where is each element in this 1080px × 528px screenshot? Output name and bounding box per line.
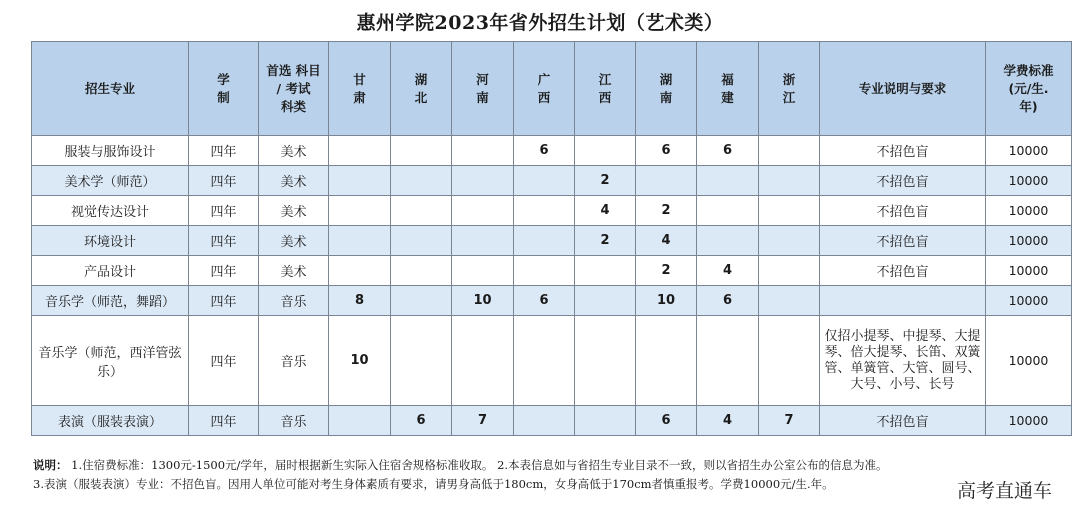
cell-hubei — [391, 226, 452, 256]
cell-jiangxi: 4 — [575, 196, 636, 226]
cell-zhejiang — [759, 316, 820, 406]
cell-henan: 7 — [452, 406, 514, 436]
cell-fee: 10000 — [986, 316, 1072, 406]
watermark: 高考直通车 — [956, 480, 1052, 502]
cell-jiangxi — [575, 316, 636, 406]
table-row — [32, 136, 1072, 166]
cell-hunan: 4 — [636, 226, 697, 256]
cell-subject: 美术 — [259, 136, 329, 166]
header-henan: 河南 — [452, 42, 514, 136]
cell-zhejiang: 7 — [759, 406, 820, 436]
cell-hunan: 6 — [636, 406, 697, 436]
cell-notes — [820, 286, 986, 316]
header-hubei: 湖北 — [391, 42, 452, 136]
cell-major: 环境设计 — [32, 226, 189, 256]
cell-hubei — [391, 286, 452, 316]
cell-zhejiang — [759, 226, 820, 256]
footnote-label: 说明： — [33, 458, 68, 472]
cell-guangxi: 6 — [514, 136, 575, 166]
header-hunan: 湖南 — [636, 42, 697, 136]
cell-gansu — [329, 166, 391, 196]
cell-duration: 四年 — [189, 196, 259, 226]
header-major: 招生专业 — [32, 42, 189, 136]
cell-fee: 10000 — [986, 226, 1072, 256]
cell-henan — [452, 256, 514, 286]
cell-subject: 美术 — [259, 226, 329, 256]
cell-hunan: 6 — [636, 136, 697, 166]
cell-henan — [452, 316, 514, 406]
cell-henan: 10 — [452, 286, 514, 316]
cell-hunan — [636, 316, 697, 406]
cell-major: 产品设计 — [32, 256, 189, 286]
cell-guangxi — [514, 256, 575, 286]
cell-duration: 四年 — [189, 316, 259, 406]
cell-hubei — [391, 166, 452, 196]
cell-duration: 四年 — [189, 136, 259, 166]
cell-major: 音乐学（师范，舞蹈） — [32, 286, 189, 316]
table-row — [32, 226, 1072, 256]
header-jiangxi: 江西 — [575, 42, 636, 136]
cell-zhejiang — [759, 166, 820, 196]
cell-hunan: 10 — [636, 286, 697, 316]
cell-zhejiang — [759, 136, 820, 166]
cell-fee: 10000 — [986, 196, 1072, 226]
cell-fujian: 4 — [697, 406, 759, 436]
footnote — [33, 456, 1053, 494]
cell-notes: 不招色盲 — [820, 196, 986, 226]
header-fee: 学费标准 (元/生. 年) — [986, 42, 1072, 136]
cell-subject: 音乐 — [259, 286, 329, 316]
cell-hubei — [391, 196, 452, 226]
cell-duration: 四年 — [189, 406, 259, 436]
cell-gansu: 10 — [329, 316, 391, 406]
cell-hubei — [391, 316, 452, 406]
cell-hubei — [391, 256, 452, 286]
cell-zhejiang — [759, 286, 820, 316]
cell-major: 美术学（师范） — [32, 166, 189, 196]
cell-subject: 音乐 — [259, 316, 329, 406]
cell-duration: 四年 — [189, 226, 259, 256]
cell-subject: 美术 — [259, 256, 329, 286]
cell-hunan: 2 — [636, 256, 697, 286]
header-gansu: 甘肃 — [329, 42, 391, 136]
header-duration: 学制 — [189, 42, 259, 136]
cell-major: 服装与服饰设计 — [32, 136, 189, 166]
cell-notes: 仅招小提琴、中提琴、大提琴、倍大提琴、长笛、双簧管、单簧管、大管、圆号、大号、小号、长号 — [820, 316, 986, 406]
cell-guangxi — [514, 166, 575, 196]
cell-hunan: 2 — [636, 196, 697, 226]
cell-fujian — [697, 166, 759, 196]
cell-subject: 音乐 — [259, 406, 329, 436]
cell-jiangxi: 2 — [575, 166, 636, 196]
cell-fujian — [697, 196, 759, 226]
cell-hubei: 6 — [391, 406, 452, 436]
table-row — [32, 196, 1072, 226]
table-row — [32, 256, 1072, 286]
cell-notes: 不招色盲 — [820, 136, 986, 166]
cell-subject: 美术 — [259, 196, 329, 226]
table-row — [32, 316, 1072, 406]
cell-jiangxi — [575, 286, 636, 316]
cell-fujian: 4 — [697, 256, 759, 286]
cell-subject: 美术 — [259, 166, 329, 196]
table-row — [32, 406, 1072, 436]
cell-guangxi: 6 — [514, 286, 575, 316]
header-zhejiang: 浙江 — [759, 42, 820, 136]
table-row — [32, 166, 1072, 196]
header-notes: 专业说明与要求 — [820, 42, 986, 136]
cell-henan — [452, 136, 514, 166]
cell-gansu — [329, 406, 391, 436]
cell-fee: 10000 — [986, 256, 1072, 286]
cell-duration: 四年 — [189, 256, 259, 286]
cell-fujian: 6 — [697, 136, 759, 166]
cell-duration: 四年 — [189, 166, 259, 196]
cell-notes: 不招色盲 — [820, 256, 986, 286]
cell-henan — [452, 226, 514, 256]
cell-notes: 不招色盲 — [820, 166, 986, 196]
cell-fujian — [697, 316, 759, 406]
cell-major: 音乐学（师范，西洋管弦乐） — [32, 316, 189, 406]
cell-fujian — [697, 226, 759, 256]
cell-fee: 10000 — [986, 286, 1072, 316]
cell-major: 表演（服装表演） — [32, 406, 189, 436]
cell-jiangxi: 2 — [575, 226, 636, 256]
cell-notes: 不招色盲 — [820, 406, 986, 436]
cell-guangxi — [514, 406, 575, 436]
footnote-line-2: 3.表演（服装表演）专业：不招色盲。因用人单位可能对考生身体素质有要求，请男身高低于180cm，女身高低于170cm者慎重报考。学费10000元/生.年。 — [33, 477, 834, 491]
cell-hubei — [391, 136, 452, 166]
cell-fujian: 6 — [697, 286, 759, 316]
footnote-line-1 — [33, 456, 1053, 475]
enrollment-plan-table — [31, 41, 1072, 436]
cell-gansu — [329, 226, 391, 256]
cell-jiangxi — [575, 256, 636, 286]
cell-guangxi — [514, 316, 575, 406]
header-subject: 首选 科目 / 考试 科类 — [259, 42, 329, 136]
cell-major: 视觉传达设计 — [32, 196, 189, 226]
table-header-row — [32, 42, 1072, 136]
table-row — [32, 286, 1072, 316]
footnote-text-1: 1.住宿费标准：1300元-1500元/学年，届时根据新生实际入住宿舍规格标准收取。 2.本表信息如与省招生专业目录不一致，则以省招生办公室公布的信息为准。 — [71, 458, 888, 472]
cell-jiangxi — [575, 406, 636, 436]
cell-zhejiang — [759, 256, 820, 286]
cell-fee: 10000 — [986, 136, 1072, 166]
header-guangxi: 广西 — [514, 42, 575, 136]
cell-notes: 不招色盲 — [820, 226, 986, 256]
cell-fee: 10000 — [986, 166, 1072, 196]
cell-guangxi — [514, 196, 575, 226]
cell-hunan — [636, 166, 697, 196]
cell-fee: 10000 — [986, 406, 1072, 436]
cell-gansu: 8 — [329, 286, 391, 316]
header-fujian: 福建 — [697, 42, 759, 136]
cell-gansu — [329, 136, 391, 166]
cell-gansu — [329, 196, 391, 226]
cell-henan — [452, 196, 514, 226]
cell-henan — [452, 166, 514, 196]
cell-jiangxi — [575, 136, 636, 166]
cell-duration: 四年 — [189, 286, 259, 316]
cell-guangxi — [514, 226, 575, 256]
page-title: 惠州学院2023年省外招生计划（艺术类） — [356, 12, 724, 34]
cell-zhejiang — [759, 196, 820, 226]
cell-gansu — [329, 256, 391, 286]
